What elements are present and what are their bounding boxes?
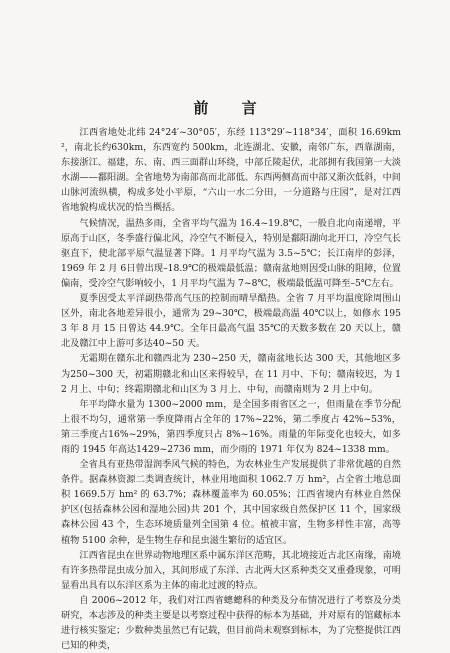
paragraph-frost: 无霜期在赣东北和赣西北为 230~250 天，赣南盆地长达 300 天，其他地区多为250~300 天，初霜期赣北和山区来得较早，在 11 月中、下旬；赣南较迟，为 12 月上、中旬；终霜期赣北和山区为 3 月上、中旬，而赣南则为 2 月上中旬。 — [61, 353, 401, 395]
paragraph-rainfall: 年平均降水量为 1300~2000 mm，是全国多雨省区之一，但雨量在季节分配上很不均匀，通常第一季度降雨占全年的 17%~22%，第二季度占 42%~53%，第三季度占16%~29%，第四季度只占 8%~16%。雨量的年际变化也较大，如多雨的 1945 年高达1429~2736 mm，而少雨的 1971 年仅为 824~1338 mm。 — [61, 398, 401, 455]
paragraph-climate: 气候情况，温热多雨，全省平均气温为 16.4~19.8℃，一般自北向南递增，平原高于山区，冬季盛行偏北风，冷空气不断侵入，特别是鄱阳湖向北开口，冷空气长驱直下，使北部平原气温显著下降。1 月平均气温为 3.5~5℃；长江南岸的彭泽，1969 年 2 月 6日曾出现–18.9℃的极端最低温；赣南盆地则因受山脉的阻障，位置偏南，受冷空气影响较小，1 月平均气温为 7~8℃，极端最低温可降至–5℃左右。 — [61, 217, 401, 289]
paragraph-insect-fauna: 江西省昆虫在世界动物地理区系中属东洋区范畴，其北境接近古北区南缘，南境有许多热带昆虫成分加入，其间形成了东洋、古北两大区系种类交叉重叠现象，可明显看出具有以东洋区系为主体的南北过渡的特点。 — [61, 549, 401, 591]
paragraph-summer: 夏季因受太平洋副热带高气压的控制而晴旱酷热。全省 7 月平均温度除周围山区外，南北各地差异很小，通常为 29~30℃，极端最高温 40℃以上，如修水 1953 年 8 月 15 日曾达 44.9℃。全年日最高气温 35℃的天数多数在 20 天以上，赣北及赣江中上游可多达40~50 天。 — [61, 293, 401, 350]
page-title: 前 言 — [193, 99, 271, 117]
paragraph-location: 江西省地处北纬 24°24′~30°05′，东经 113°29′~118°34′，面积 16.69km²，南北长约630km，东西宽约 500km，北连湖北、安徽，南邻广东，西靠湖南，东接浙江、福建，东、南、西三面群山环绕，中部丘陵起伏，北部拥有我国第一大淡水湖——鄱阳湖。全省地势为南部高而北部低、东西两侧高而中部又渐次低斜，中间山脉河流纵横，构成多处小平原，“六山一水二分田，一分道路与庄园”，是对江西省地貌构成状况的恰当概括。 — [61, 127, 401, 214]
paragraph-forest: 全省具有亚热带湿润季风气候的特色，为农林业生产发展提供了非常优越的自然条件。据森林资源二类调查统计，林业用地面积 1062.7 万 hm²，占全省土地总面积 1669.5万 hm² 的 63.7%；森林覆盖率为 60.05%；江西省境内有林业自然保护区(包括森林公园和湿地公园)共 201 个，其中国家级自然保护区 11 个，国家级森林公园 43 个，生态环境质量列全国第 4 位。植被丰富，生物多样性丰富，高等植物 5100 余种，是生物生存和昆虫滋生繁衍的适宜区。 — [61, 459, 401, 546]
paragraph-research: 自 2006~2012 年，我们对江西省蟌蟌科的种类及分布情况进行了考察及分类研究，本志涉及的种类主要是以考察过程中获得的标本为基础，并对原有的馆藏标本进行核实鉴定；少数种类虽然已有记载，但目前尚未观察到标本，为了完整提供江西已知的种类， — [61, 594, 401, 652]
preface-body — [61, 125, 401, 653]
